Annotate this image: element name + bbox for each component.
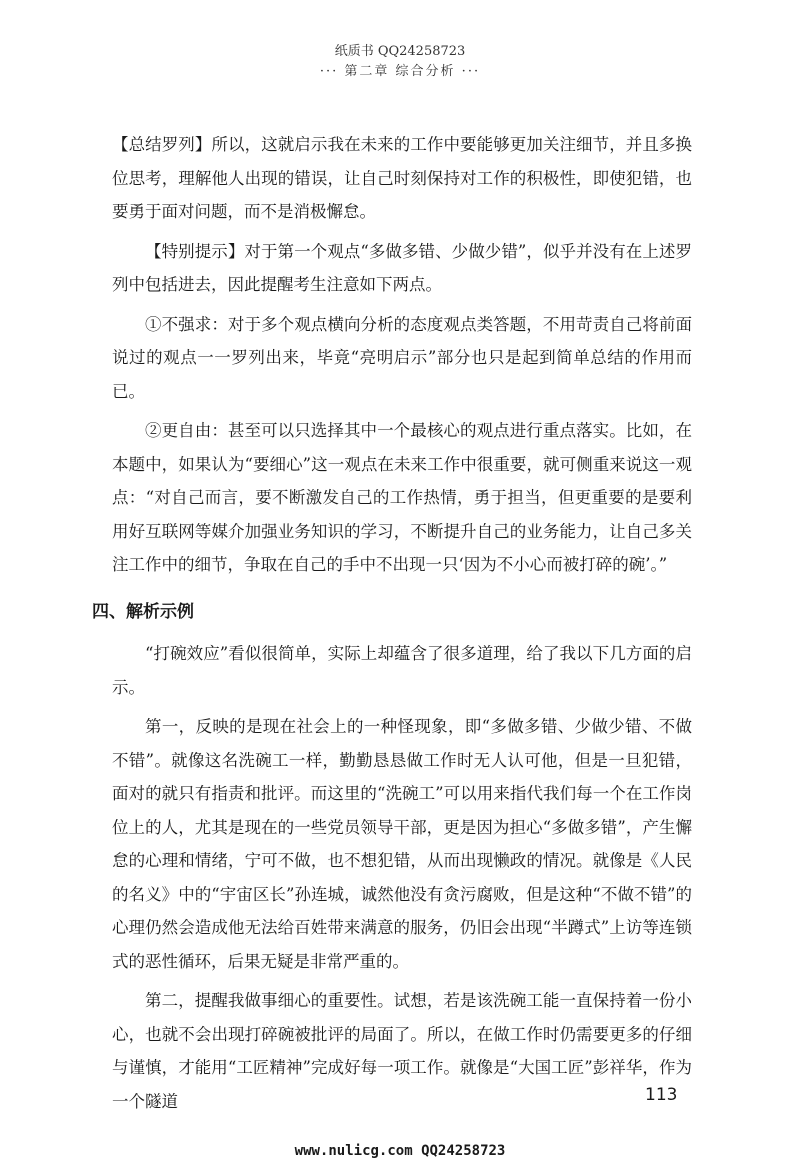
- paragraph-point-1: ①不强求：对于多个观点横向分析的态度观点类答题，不用苛责自己将前面说过的观点一一罗列出来，毕竟“亮明启示”部分也只是起到简单总结的作用而已。: [112, 314, 692, 401]
- footer-watermark: www.nulicg.com QQ24258723: [294, 1143, 506, 1159]
- header-source: 纸质书 QQ24258723: [334, 44, 466, 59]
- paragraph-second: 第二，提醒我做事细心的重要性。试想，若是该洗碗工能一直保持着一份小心，也就不会出现打碎碗被批评的局面了。所以，在做工作时仍需要更多的仔细与谨慎，才能用“工匠精神”完成好每一项工作。就像是“大国工匠”彭祥华，作为一个隧道: [112, 991, 692, 1111]
- paragraph-first: 第一，反映的是现在社会上的一种怪现象，即“多做多错、少做少错、不做不错”。就像这名洗碗工一样，勤勤恳恳做工作时无人认可他，但是一旦犯错，面对的就只有指责和批评。而这里的“洗碗工”可以用来指代我们每一个在工作岗位上的人，尤其是现在的一些党员领导干部，更是因为担心“多做多错”，产生懈怠的心理和情绪，宁可不做，也不想犯错，从而出现懒政的情况。就像是《人民的名义》中的“宇宙区长”孙连城，诚然他没有贪污腐败，但是这种“不做不错”的心理仍然会造成他无法给百姓带来满意的服务，仍旧会出现“半蹲式”上访等连锁式的恶性循环，后果无疑是非常严重的。: [112, 717, 692, 971]
- paragraph-point-2: ②更自由：甚至可以只选择其中一个最核心的观点进行重点落实。比如，在本题中，如果认为“要细心”这一观点在未来工作中很重要，就可侧重来说这一观点：“对自己而言，要不断激发自己的工作热情，勇于担当，但更重要的是要利用好互联网等媒介加强业务知识的学习，不断提升自己的业务能力，让自己多关注工作中的细节，争取在自己的手中不出现一只‘因为不小心而被打碎的碗’。”: [112, 421, 692, 574]
- page-body: [92, 128, 692, 1118]
- page-number: 113: [645, 1085, 678, 1105]
- paragraph-summary: 【总结罗列】所以，这就启示我在未来的工作中要能够更加关注细节，并且多换位思考，理解他人出现的错误，让自己时刻保持对工作的积极性，即使犯错，也要勇于面对问题，而不是消极懈怠。: [112, 135, 692, 221]
- paragraph-special-tip: 【特别提示】对于第一个观点“多做多错、少做少错”，似乎并没有在上述罗列中包括进去，因此提醒考生注意如下两点。: [112, 241, 692, 294]
- chapter-title: ··· 第二章 综合分析 ···: [319, 64, 481, 79]
- paragraph-intro: “打碗效应”看似很简单，实际上却蕴含了很多道理，给了我以下几方面的启示。: [112, 644, 692, 697]
- section-heading: 四、解析示例: [92, 601, 194, 622]
